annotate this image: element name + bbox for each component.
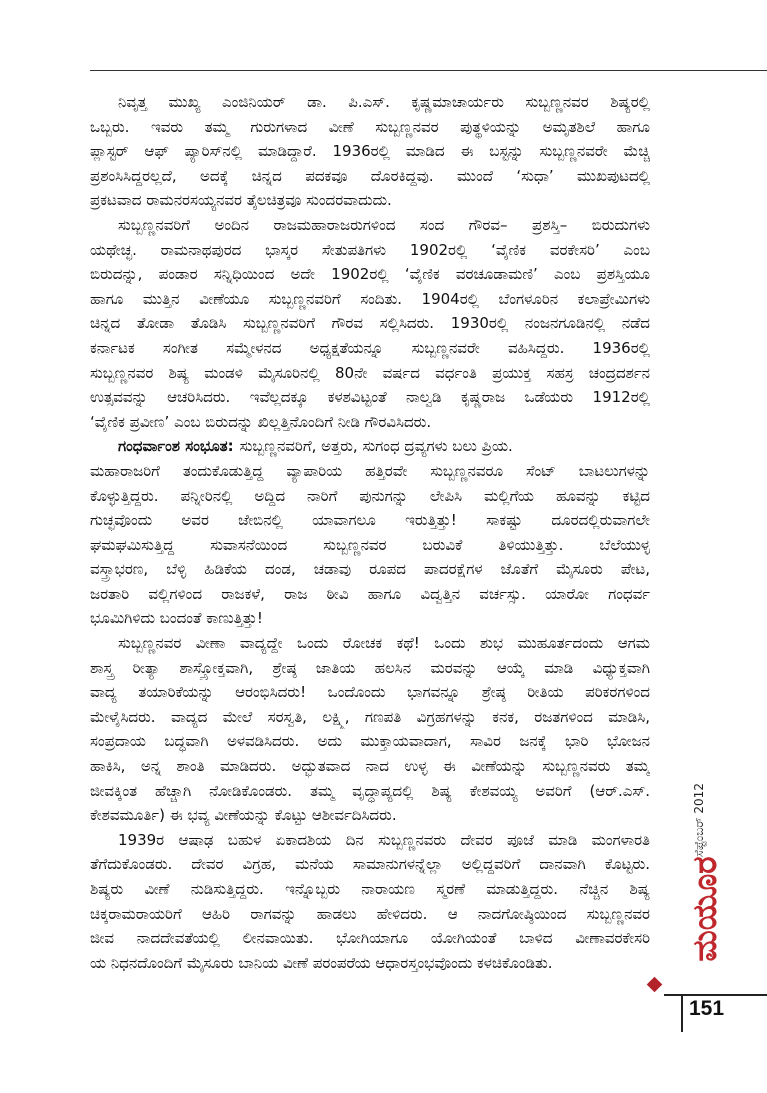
paragraph-line: ಸಂಪ್ರದಾಯ ಬದ್ಧವಾಗಿ ಅಳವಡಿಸಿದರು. ಅದು ಮುಕ್ತಾಯವಾದಾಗ, ಸಾವಿರ ಜನಕ್ಕೆ ಭಾರಿ ಭೋಜನ	[90, 732, 650, 751]
paragraph-line: ಯ ನಿಧನದೊಂದಿಗೆ ಮೈಸೂರು ಬಾನಿಯ ವೀಣೆ ಪರಂಪರೆಯ ಆಧಾರಸ್ತಂಭವೊಂದು ಕಳಚಿಕೊಂಡಿತು.	[90, 953, 553, 972]
article-body	[90, 90, 650, 975]
page-number: 151	[689, 997, 725, 1020]
paragraph	[90, 213, 650, 434]
paragraph-line: ಉತ್ಸವವನ್ನು ಆಚರಿಸಿದರು. ಇವೆಲ್ಲದಕ್ಕೂ ಕಳಶವಿಟ್ಟಂತೆ ನಾಲ್ವಡಿ ಕೃಷ್ಣರಾಜ ಒಡೆಯರು 1912ರಲ್ಲಿ	[90, 388, 650, 407]
paragraph-line: ತೆಗೆದುಕೊಂಡರು. ದೇವರ ವಿಗ್ರಹ, ಮನೆಯ ಸಾಮಾನುಗಳನ್ನೆಲ್ಲಾ ಅಲ್ಲಿದ್ದವರಿಗೆ ದಾನವಾಗಿ ಕೊಟ್ಟರು.	[90, 855, 650, 874]
paragraph	[90, 631, 650, 828]
paragraph-line: ನಿವೃತ್ತ ಮುಖ್ಯ ಎಂಜಿನಿಯರ್ ಡಾ. ಪಿ.ಎಸ್. ಕೃಷ್ಣಮಾಚಾರ್ಯರು ಸುಬ್ಬಣ್ಣನವರ ಶಿಷ್ಯರಲ್ಲಿ	[118, 93, 650, 111]
paragraph-line: ‘ವೈಣಿಕ ಪ್ರವೀಣ’ ಎಂಬ ಬಿರುದನ್ನು ಖಿಲ್ಲತ್ತಿನೊಂದಿಗೆ ನೀಡಿ ಗೌರವಿಸಿದರು.	[90, 412, 432, 431]
paragraph-line: ಯಥೇಚ್ಛ. ರಾಮನಾಥಪುರದ ಭಾಸ್ಕರ ಸೇತುಪತಿಗಳು 1902ರಲ್ಲಿ ‘ವೈಣಿಕ ವರಕೇಸರಿ’ ಎಂಬ	[90, 240, 650, 259]
footer-rule	[664, 994, 767, 996]
paragraph-line-text: ಸುಬ್ಬಣ್ಣನವರಿಗೆ, ಅತ್ತರು, ಸುಗಂಧ ದ್ರವ್ಯಗಳು ಬಲು ಪ್ರಿಯ.	[239, 437, 513, 456]
paragraph-line: ಶಿಷ್ಯರು ವೀಣೆ ನುಡಿಸುತ್ತಿದ್ದರು. ಇನ್ನೊಬ್ಬರು ನಾರಾಯಣ ಸ್ಮರಣೆ ಮಾಡುತ್ತಿದ್ದರು. ನೆಚ್ಚಿನ ಶಿಷ್ಯ	[90, 880, 650, 898]
paragraph-line: ಕೊಳ್ಳುತ್ತಿದ್ದರು. ಪನ್ನೀರಿನಲ್ಲಿ ಅದ್ದಿದ ನಾರಿಗೆ ಪುನುಗನ್ನು ಲೇಪಿಸಿ ಮಲ್ಲಿಗೆಯ ಹೂವನ್ನು ಕಟ್ಟಿದ	[90, 486, 650, 505]
header-rule	[90, 70, 767, 71]
paragraph-line: ಗುಚ್ಛವೊಂದು ಅವರ ಜೇಬಿನಲ್ಲಿ ಯಾವಾಗಲೂ ಇರುತ್ತಿತ್ತು! ಸಾಕಷ್ಟು ದೂರದಲ್ಲಿರುವಾಗಲೇ	[90, 511, 650, 530]
issue-date: ಸೆಪ್ಟೆಂಬರ್ 2012	[692, 783, 706, 857]
paragraph-line: ಸುಬ್ಬಣ್ಣನವರ ಶಿಷ್ಯ ಮಂಡಳಿ ಮೈಸೂರಿನಲ್ಲಿ 80ನೇ ವರ್ಷದ ವರ್ಧಂತಿ ಪ್ರಯುಕ್ತ ಸಹಸ್ರ ಚಂದ್ರದರ್ಶನ	[90, 363, 650, 382]
paragraph-line: ಸುಬ್ಬಣ್ಣನವರ ವೀಣಾ ವಾದ್ಯದ್ದೇ ಒಂದು ರೋಚಕ ಕಥೆ! ಒಂದು ಶುಭ ಮುಹೂರ್ತದಂದು ಆಗಮ	[118, 634, 650, 653]
magazine-logo: ಮಯೂರ	[685, 856, 724, 962]
paragraph-line: ಬಿರುದನ್ನು, ಪಂಡಾರ ಸನ್ನಿಧಿಯಿಂದ ಅದೇ 1902ರಲ್ಲಿ ‘ವೈಣಿಕ ವರಚೂಡಾಮಣಿ’ ಎಂಬ ಪ್ರಶಸ್ತಿಯೂ	[90, 265, 650, 284]
paragraph-line: ವಾದ್ಯ ತಯಾರಿಕೆಯನ್ನು ಆರಂಭಿಸಿದರು! ಒಂದೊಂದು ಭಾಗವನ್ನೂ ಶ್ರೇಷ್ಠ ರೀತಿಯ ಪರಿಕರಗಳಿಂದ	[90, 683, 650, 702]
paragraph-line: ಪ್ರಕಟವಾದ ರಾಮನರಸಯ್ಯನವರ ತೈಲಚಿತ್ರವೂ ಸುಂದರವಾದುದು.	[90, 191, 392, 210]
paragraph-line	[90, 434, 650, 459]
paragraph-line: ಪ್ರಶಂಸಿಸಿದ್ದರಲ್ಲದೆ, ಅದಕ್ಕೆ ಚಿನ್ನದ ಪದಕವೂ ದೊರಕಿದ್ದವು. ಮುಂದೆ ‘ಸುಧಾ’ ಮುಖಪುಟದಲ್ಲಿ	[90, 166, 650, 185]
paragraph	[90, 434, 650, 631]
paragraph-line: ಕೇಶವಮೂರ್ತಿ) ಈ ಭವ್ಯ ವೀಣೆಯನ್ನು ಕೊಟ್ಟು ಆಶೀರ್ವದಿಸಿದರು.	[90, 806, 397, 825]
paragraph-line: ಒಬ್ಬರು. ಇವರು ತಮ್ಮ ಗುರುಗಳಾದ ವೀಣೆ ಸುಬ್ಬಣ್ಣನವರ ಪುತ್ಥಳಿಯನ್ನು ಅಮೃತಶಿಲೆ ಹಾಗೂ	[90, 117, 650, 136]
paragraph-line: 1939ರ ಆಷಾಢ ಬಹುಳ ಏಕಾದಶಿಯ ದಿನ ಸುಬ್ಬಣ್ಣನವರು ದೇವರ ಪೂಜೆ ಮಾಡಿ ಮಂಗಳಾರತಿ	[118, 830, 650, 849]
paragraph-line: ಜೀವ ನಾದದೇವತೆಯಲ್ಲಿ ಲೀನವಾಯಿತು. ಭೋಗಿಯಾಗೂ ಯೋಗಿಯಂತೆ ಬಾಳಿದ ವೀಣಾವರಕೇಸರಿ	[90, 929, 650, 948]
paragraph-line: ಸುಬ್ಬಣ್ಣನವರಿಗೆ ಅಂದಿನ ರಾಜಮಹಾರಾಜರುಗಳಿಂದ ಸಂದ ಗೌರವ– ಪ್ರಶಸ್ತಿ– ಬಿರುದುಗಳು	[118, 215, 650, 234]
paragraph-line: ಚಿನ್ನದ ತೋಡಾ ತೊಡಿಸಿ ಸುಬ್ಬಣ್ಣನವರಿಗೆ ಗೌರವ ಸಲ್ಲಿಸಿದರು. 1930ರಲ್ಲಿ ನಂಜನಗೂಡಿನಲ್ಲಿ ನಡೆದ	[90, 314, 650, 333]
paragraph-line: ಕರ್ನಾಟಕ ಸಂಗೀತ ಸಮ್ಮೇಳನದ ಅಧ್ಯಕ್ಷತೆಯನ್ನೂ ಸುಬ್ಬಣ್ಣನವರೇ ವಹಿಸಿದ್ದರು. 1936ರಲ್ಲಿ	[90, 338, 650, 357]
paragraph-line: ಜರತಾರಿ ವಲ್ಲಿಗಳಿಂದ ರಾಜಕಳೆ, ರಾಜ ಠೀವಿ ಹಾಗೂ ವಿದ್ವತ್ತಿನ ವರ್ಚಸ್ಸು. ಯಾರೋ ಗಂಧರ್ವ	[90, 584, 650, 603]
paragraph-line: ಹಾಕಿಸಿ, ಅನ್ನ ಶಾಂತಿ ಮಾಡಿದರು. ಅದ್ಭುತವಾದ ನಾದ ಉಳ್ಳ ಈ ವೀಣೆಯನ್ನು ಸುಬ್ಬಣ್ಣನವರು ತಮ್ಮ	[90, 757, 650, 776]
paragraph-line: ಹಾಗೂ ಮುತ್ತಿನ ವೀಣೆಯೂ ಸುಬ್ಬಣ್ಣನವರಿಗೆ ಸಂದಿತು. 1904ರಲ್ಲಿ ಬೆಂಗಳೂರಿನ ಕಲಾಪ್ರೇಮಿಗಳು	[90, 289, 650, 308]
paragraph-line: ಘಮಘಮಿಸುತ್ತಿದ್ದ ಸುವಾಸನೆಯಿಂದ ಸುಬ್ಬಣ್ಣನವರ ಬರುವಿಕೆ ತಿಳಿಯುತ್ತಿತ್ತು. ಬೆಲೆಯುಳ್ಳ	[90, 535, 650, 554]
paragraph	[90, 828, 650, 976]
diamond-icon	[647, 977, 663, 993]
paragraph-line: ಚಿಕ್ಕರಾಮರಾಯರಿಗೆ ಆಹಿರಿ ರಾಗವನ್ನು ಹಾಡಲು ಹೇಳಿದರು. ಆ ನಾದಗೋಷ್ಠಿಯಿಂದ ಸುಬ್ಬಣ್ಣನವರ	[90, 904, 650, 923]
paragraph-line: ಮಹಾರಾಜರಿಗೆ ತಂದುಕೊಡುತ್ತಿದ್ದ ವ್ಯಾಪಾರಿಯ ಹತ್ತಿರವೇ ಸುಬ್ಬಣ್ಣನವರೂ ಸೆಂಟ್ ಬಾಟಲುಗಳನ್ನು	[90, 461, 650, 480]
paragraph	[90, 90, 650, 213]
section-subheading: ಗಂಧರ್ವಾಂಶ ಸಂಭೂತ:	[118, 437, 234, 456]
paragraph-line: ವಸ್ತ್ರಾಭರಣ, ಬೆಳ್ಳಿ ಹಿಡಿಕೆಯ ದಂಡ, ಚಡಾವು ರೂಪದ ಪಾದರಕ್ಷೆಗಳ ಜೊತೆಗೆ ಮೈಸೂರು ಪೇಟ,	[90, 560, 650, 579]
footer-divider	[681, 994, 683, 1032]
paragraph-line: ಜೀವಕ್ಕಿಂತ ಹೆಚ್ಚಾಗಿ ನೋಡಿಕೊಂಡರು. ತಮ್ಮ ವೃದ್ಧಾಪ್ಯದಲ್ಲಿ ಶಿಷ್ಯ ಕೇಶವಯ್ಯ ಅವರಿಗೆ (ಆರ್.ಎಸ್.	[90, 781, 650, 800]
paragraph-line: ಶಾಸ್ತ್ರ ರೀತ್ಯಾ ಶಾಸ್ತ್ರೋಕ್ತವಾಗಿ, ಶ್ರೇಷ್ಠ ಜಾತಿಯ ಹಲಸಿನ ಮರವನ್ನು ಆಯ್ಕೆ ಮಾಡಿ ವಿಧ್ಯುಕ್ತವಾಗಿ	[90, 658, 650, 677]
paragraph-line: ಪ್ಲಾಸ್ಟರ್ ಆಫ್ ಪ್ಯಾರಿಸ್‌ನಲ್ಲಿ ಮಾಡಿದ್ದಾರೆ. 1936ರಲ್ಲಿ ಮಾಡಿದ ಈ ಬಸ್ಟನ್ನು ಸುಬ್ಬಣ್ಣನವರೇ ಮೆಚ್ಚಿ	[90, 142, 650, 161]
paragraph-line: ಭೂಮಿಗಿಳಿದು ಬಂದಂತೆ ಕಾಣುತ್ತಿತ್ತು!	[90, 609, 263, 628]
paragraph-line: ಮೇಳೈಸಿದರು. ವಾದ್ಯದ ಮೇಲೆ ಸರಸ್ವತಿ, ಲಕ್ಷ್ಮಿ, ಗಣಪತಿ ವಿಗ್ರಹಗಳನ್ನು ಕನಕ, ರಜತಗಳಿಂದ ಮಾಡಿಸಿ,	[90, 707, 650, 726]
